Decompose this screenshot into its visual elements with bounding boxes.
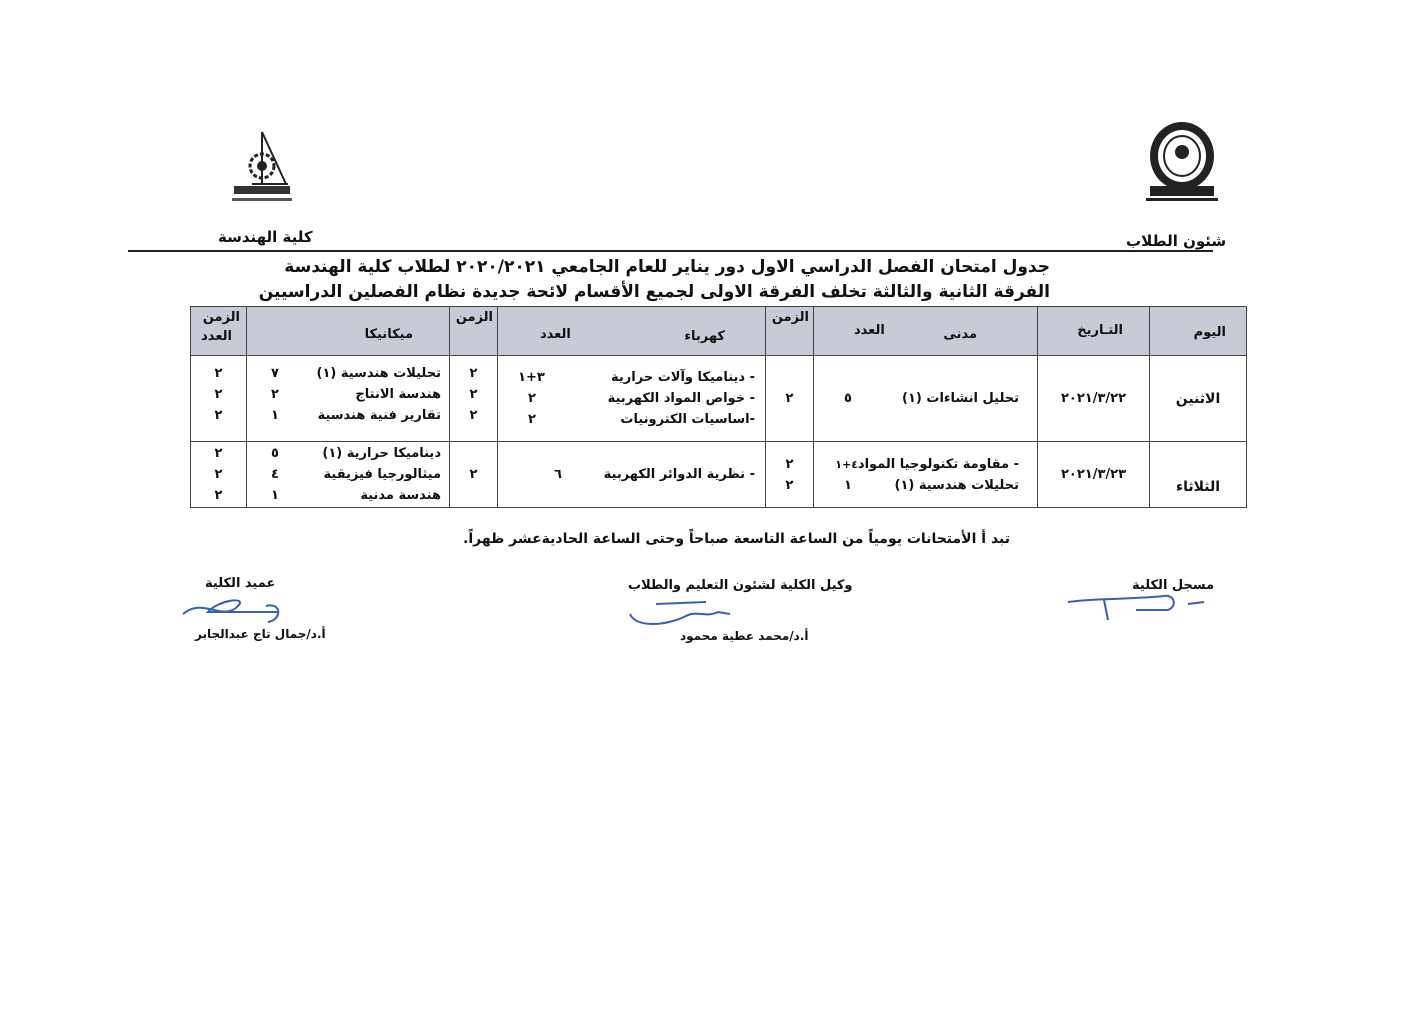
mech-time-cell	[191, 356, 247, 442]
header-mech-time: الزمن	[202, 310, 240, 325]
mech-cell	[247, 356, 450, 442]
day-cell: الثلاثاء	[1150, 442, 1247, 508]
header-mech-count-cell	[191, 307, 247, 356]
subject-name: -اساسيات الكترونيات	[620, 412, 755, 427]
vice-dean-signature	[626, 596, 736, 630]
subject-name: - مقاومة تكنولوجيا المواد	[857, 456, 1019, 472]
student-count: ٢	[528, 391, 536, 406]
header-elec: كهرباء	[684, 329, 725, 344]
civil-time-cell	[766, 356, 814, 442]
exam-time-note: تبد أ الأمتحانات يومياً من الساعة التاسعة صباحاً وحتى الساعة الحاديةعشر ظهراً.	[463, 531, 1010, 547]
mech-cell	[247, 442, 450, 508]
faculty-name: كلية الهندسة	[218, 228, 313, 246]
student-count: ٦	[554, 467, 562, 482]
elec-cell	[498, 442, 766, 508]
student-count: ٢	[528, 412, 536, 427]
vice-dean-name: أ.د/محمد عطية محمود	[680, 629, 809, 643]
header-civil-time-cell	[766, 307, 814, 356]
date-cell	[1038, 442, 1150, 508]
table-row	[191, 442, 1247, 508]
exam-duration: ٢	[785, 456, 794, 472]
subject-name: ميثالورجيا فيزيقية	[323, 467, 441, 482]
student-count: ٣+١	[518, 370, 545, 385]
student-count: ٢	[271, 387, 279, 402]
civil-cell	[814, 442, 1038, 508]
civil-cell	[814, 356, 1038, 442]
subject-name: هندسة مدنية	[360, 488, 441, 503]
header-date-cell	[1038, 307, 1150, 356]
subject-name: تحليل انشاءات (١)	[902, 391, 1019, 406]
exam-duration: ٢	[785, 391, 794, 406]
exam-duration: ٢	[214, 467, 223, 482]
south-valley-university-logo	[1144, 120, 1220, 202]
exam-duration: ٢	[469, 467, 478, 482]
date-cell	[1038, 356, 1150, 442]
exam-schedule-table	[190, 306, 1247, 508]
student-affairs-label: شئون الطلاب	[1126, 232, 1227, 250]
subject-name: تحليلات هندسية (١)	[316, 366, 441, 381]
header-civil-cell	[814, 307, 1038, 356]
student-count: ٥	[271, 446, 279, 461]
exam-duration: ٢	[214, 408, 223, 423]
day-cell: الاثنين	[1150, 356, 1247, 442]
exam-duration: ٢	[469, 366, 478, 381]
student-count: ٤+١	[835, 457, 858, 471]
registrar-title: مسجل الكلية	[1132, 578, 1215, 593]
table-row	[191, 356, 1247, 442]
header-mech-cell	[247, 307, 450, 356]
subject-name: ديناميكا حرارية (١)	[322, 446, 441, 461]
exam-duration: ٢	[469, 387, 478, 402]
mech-time-cell	[191, 442, 247, 508]
page-title: جدول امتحان الفصل الدراسي الاول دور يناير للعام الجامعي ٢٠٢٠/٢٠٢١ لطلاب كلية الهندسة	[284, 257, 1050, 277]
exam-duration: ٢	[214, 366, 223, 381]
header-date: التـاريخ	[1077, 323, 1123, 338]
subject-name: تقارير فنية هندسية	[317, 408, 441, 423]
table-header-row	[191, 307, 1247, 356]
elec-time-cell	[450, 356, 498, 442]
header-day-cell	[1150, 307, 1247, 356]
exam-duration: ٢	[214, 446, 223, 461]
header-mech: ميكانيكا	[364, 327, 413, 342]
subject-name: هندسة الانتاج	[355, 387, 441, 402]
dean-signature	[178, 592, 298, 628]
registrar-signature	[1064, 588, 1214, 622]
header-mech-count: العدد	[201, 329, 232, 344]
page-subtitle: الفرقة الثانية والثالثة تخلف الفرقة الاولى لجميع الأقسام لائحة جديدة نظام الفصلين الدراسيين	[258, 282, 1050, 302]
civil-time-cell	[766, 442, 814, 508]
exam-duration: ٢	[214, 387, 223, 402]
header-civil-time: الزمن	[771, 310, 809, 325]
student-count: ١	[271, 488, 279, 503]
header-elec-cell	[498, 307, 766, 356]
dean-name: أ.د/جمال تاج عبدالجابر	[195, 627, 326, 641]
student-count: ٤	[271, 467, 279, 482]
date-value: ٢٠٢١/٣/٢٣	[1060, 467, 1127, 482]
header-day: اليوم	[1193, 325, 1226, 340]
header-elec-time: الزمن	[455, 310, 493, 325]
faculty-of-engineering-logo	[222, 128, 302, 208]
exam-duration: ٢	[785, 477, 794, 493]
vice-dean-title: وكيل الكلية لشئون التعليم والطلاب	[628, 578, 853, 593]
header-elec-time-cell	[450, 307, 498, 356]
subject-name: تحليلات هندسية (١)	[894, 477, 1019, 493]
student-count: ١	[271, 408, 279, 423]
header-civil-count: العدد	[854, 323, 885, 338]
header-divider	[128, 250, 1213, 252]
date-value: ٢٠٢١/٣/٢٢	[1060, 391, 1127, 406]
subject-name: - ديناميكا وآلات حرارية	[611, 370, 755, 385]
exam-duration: ٢	[469, 408, 478, 423]
student-count: ٧	[271, 366, 279, 381]
exam-duration: ٢	[214, 488, 223, 503]
elec-cell	[498, 356, 766, 442]
header-civil: مدنى	[943, 327, 977, 342]
header-elec-count: العدد	[540, 327, 571, 342]
student-count: ١	[844, 477, 852, 493]
elec-time-cell	[450, 442, 498, 508]
subject-name: - خواص المواد الكهربية	[607, 391, 755, 406]
dean-title: عميد الكلية	[205, 576, 276, 591]
student-count: ٥	[844, 391, 852, 406]
subject-name: - نظرية الدوائر الكهربية	[603, 467, 755, 482]
